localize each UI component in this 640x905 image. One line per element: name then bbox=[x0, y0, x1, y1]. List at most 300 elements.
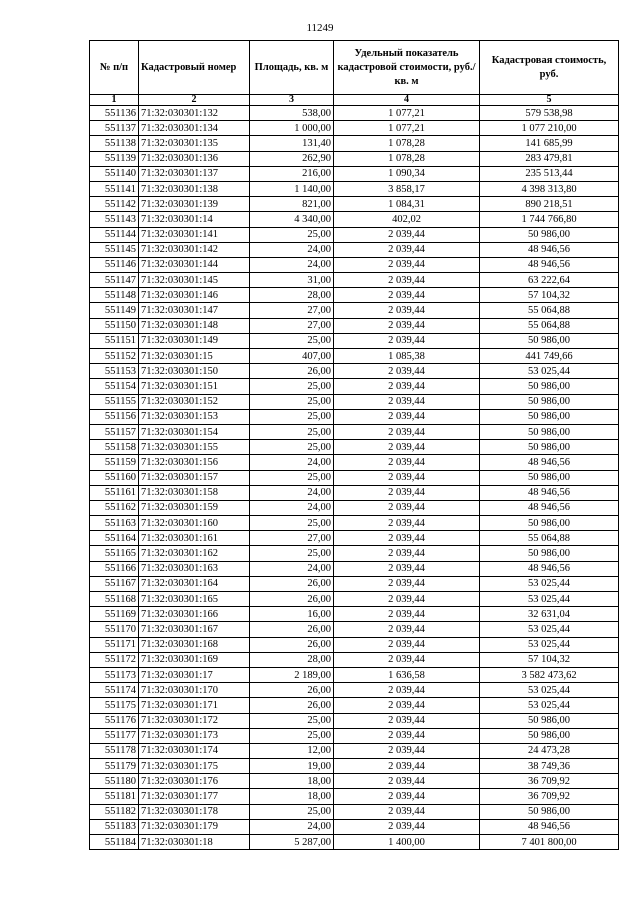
cadastral-number: 71:32:030301:171 bbox=[139, 698, 250, 713]
header-cadastral-number: Кадастровый номер bbox=[139, 41, 250, 95]
cadastral-cost: 24 473,28 bbox=[480, 743, 619, 758]
row-number: 551166 bbox=[90, 561, 139, 576]
cadastral-number: 71:32:030301:17 bbox=[139, 667, 250, 682]
row-number: 551140 bbox=[90, 166, 139, 181]
area-value: 25,00 bbox=[250, 728, 334, 743]
row-number: 551180 bbox=[90, 774, 139, 789]
specific-value: 2 039,44 bbox=[334, 424, 480, 439]
cadastral-cost: 36 709,92 bbox=[480, 789, 619, 804]
specific-value: 2 039,44 bbox=[334, 652, 480, 667]
specific-value: 2 039,44 bbox=[334, 379, 480, 394]
area-value: 25,00 bbox=[250, 804, 334, 819]
area-value: 26,00 bbox=[250, 364, 334, 379]
specific-value: 2 039,44 bbox=[334, 607, 480, 622]
area-value: 24,00 bbox=[250, 561, 334, 576]
cadastral-number: 71:32:030301:164 bbox=[139, 576, 250, 591]
table-row bbox=[90, 576, 619, 591]
cadastral-cost: 141 685,99 bbox=[480, 136, 619, 151]
column-number: 4 bbox=[334, 95, 480, 106]
specific-value: 2 039,44 bbox=[334, 759, 480, 774]
row-number: 551150 bbox=[90, 318, 139, 333]
row-number: 551176 bbox=[90, 713, 139, 728]
area-value: 25,00 bbox=[250, 424, 334, 439]
specific-value: 2 039,44 bbox=[334, 409, 480, 424]
specific-value: 1 077,21 bbox=[334, 121, 480, 136]
cadastral-number: 71:32:030301:170 bbox=[139, 683, 250, 698]
specific-value: 2 039,44 bbox=[334, 531, 480, 546]
table-row bbox=[90, 774, 619, 789]
cadastral-number: 71:32:030301:158 bbox=[139, 485, 250, 500]
specific-value: 2 039,44 bbox=[334, 500, 480, 515]
specific-value: 2 039,44 bbox=[334, 592, 480, 607]
cadastral-cost: 32 631,04 bbox=[480, 607, 619, 622]
table-row bbox=[90, 546, 619, 561]
specific-value: 2 039,44 bbox=[334, 774, 480, 789]
table-row bbox=[90, 151, 619, 166]
area-value: 262,90 bbox=[250, 151, 334, 166]
area-value: 24,00 bbox=[250, 242, 334, 257]
table-row bbox=[90, 318, 619, 333]
row-number: 551175 bbox=[90, 698, 139, 713]
cadastral-cost: 48 946,56 bbox=[480, 500, 619, 515]
row-number: 551159 bbox=[90, 455, 139, 470]
table-row bbox=[90, 364, 619, 379]
row-number: 551157 bbox=[90, 424, 139, 439]
row-number: 551149 bbox=[90, 303, 139, 318]
cadastral-number: 71:32:030301:169 bbox=[139, 652, 250, 667]
area-value: 1 000,00 bbox=[250, 121, 334, 136]
specific-value: 2 039,44 bbox=[334, 440, 480, 455]
row-number: 551145 bbox=[90, 242, 139, 257]
cadastral-cost: 50 986,00 bbox=[480, 713, 619, 728]
cadastral-cost: 57 104,32 bbox=[480, 652, 619, 667]
row-number: 551178 bbox=[90, 743, 139, 758]
table-row bbox=[90, 592, 619, 607]
cadastral-number: 71:32:030301:162 bbox=[139, 546, 250, 561]
cadastral-cost: 7 401 800,00 bbox=[480, 835, 619, 850]
cadastral-cost: 48 946,56 bbox=[480, 561, 619, 576]
table-row bbox=[90, 470, 619, 485]
cadastral-cost: 53 025,44 bbox=[480, 637, 619, 652]
table-row bbox=[90, 500, 619, 515]
cadastral-number: 71:32:030301:156 bbox=[139, 455, 250, 470]
specific-value: 1 636,58 bbox=[334, 667, 480, 682]
table-row bbox=[90, 683, 619, 698]
specific-value: 1 077,21 bbox=[334, 106, 480, 121]
table-row bbox=[90, 273, 619, 288]
row-number: 551169 bbox=[90, 607, 139, 622]
area-value: 26,00 bbox=[250, 576, 334, 591]
cadastral-cost: 48 946,56 bbox=[480, 819, 619, 834]
area-value: 25,00 bbox=[250, 546, 334, 561]
cadastral-number: 71:32:030301:145 bbox=[139, 273, 250, 288]
cadastral-cost: 48 946,56 bbox=[480, 485, 619, 500]
table-row bbox=[90, 333, 619, 348]
row-number: 551148 bbox=[90, 288, 139, 303]
area-value: 25,00 bbox=[250, 713, 334, 728]
cadastral-number: 71:32:030301:167 bbox=[139, 622, 250, 637]
cadastral-cost: 50 986,00 bbox=[480, 728, 619, 743]
cadastral-number: 71:32:030301:136 bbox=[139, 151, 250, 166]
table-row bbox=[90, 257, 619, 272]
column-number: 1 bbox=[90, 95, 139, 106]
area-value: 26,00 bbox=[250, 622, 334, 637]
table-row bbox=[90, 440, 619, 455]
cadastral-number: 71:32:030301:18 bbox=[139, 835, 250, 850]
specific-value: 402,02 bbox=[334, 212, 480, 227]
specific-value: 2 039,44 bbox=[334, 683, 480, 698]
cadastral-cost: 53 025,44 bbox=[480, 364, 619, 379]
table-row bbox=[90, 409, 619, 424]
area-value: 216,00 bbox=[250, 166, 334, 181]
area-value: 25,00 bbox=[250, 440, 334, 455]
specific-value: 2 039,44 bbox=[334, 257, 480, 272]
cadastral-number: 71:32:030301:15 bbox=[139, 349, 250, 364]
area-value: 25,00 bbox=[250, 333, 334, 348]
table-row bbox=[90, 197, 619, 212]
area-value: 27,00 bbox=[250, 303, 334, 318]
area-value: 4 340,00 bbox=[250, 212, 334, 227]
cadastral-number: 71:32:030301:139 bbox=[139, 197, 250, 212]
table-row bbox=[90, 835, 619, 850]
cadastral-number: 71:32:030301:160 bbox=[139, 516, 250, 531]
cadastral-number: 71:32:030301:138 bbox=[139, 181, 250, 196]
table-row bbox=[90, 242, 619, 257]
row-number: 551165 bbox=[90, 546, 139, 561]
table-row bbox=[90, 652, 619, 667]
table-row bbox=[90, 743, 619, 758]
cadastral-number: 71:32:030301:132 bbox=[139, 106, 250, 121]
table-body bbox=[90, 106, 619, 850]
row-number: 551177 bbox=[90, 728, 139, 743]
specific-value: 1 084,31 bbox=[334, 197, 480, 212]
row-number: 551141 bbox=[90, 181, 139, 196]
table-row bbox=[90, 667, 619, 682]
table-row bbox=[90, 303, 619, 318]
cadastral-number: 71:32:030301:161 bbox=[139, 531, 250, 546]
area-value: 31,00 bbox=[250, 273, 334, 288]
cadastral-cost: 50 986,00 bbox=[480, 440, 619, 455]
area-value: 24,00 bbox=[250, 500, 334, 515]
column-number: 2 bbox=[139, 95, 250, 106]
table-row bbox=[90, 698, 619, 713]
specific-value: 2 039,44 bbox=[334, 561, 480, 576]
area-value: 407,00 bbox=[250, 349, 334, 364]
table-row bbox=[90, 166, 619, 181]
area-value: 131,40 bbox=[250, 136, 334, 151]
cadastral-cost: 53 025,44 bbox=[480, 592, 619, 607]
table-row bbox=[90, 622, 619, 637]
cadastral-cost: 50 986,00 bbox=[480, 546, 619, 561]
cadastral-cost: 48 946,56 bbox=[480, 257, 619, 272]
specific-value: 2 039,44 bbox=[334, 227, 480, 242]
area-value: 24,00 bbox=[250, 455, 334, 470]
cadastral-number: 71:32:030301:165 bbox=[139, 592, 250, 607]
row-number: 551138 bbox=[90, 136, 139, 151]
cadastral-cost: 1 077 210,00 bbox=[480, 121, 619, 136]
row-number: 551182 bbox=[90, 804, 139, 819]
cadastral-cost: 55 064,88 bbox=[480, 303, 619, 318]
row-number: 551161 bbox=[90, 485, 139, 500]
table-row bbox=[90, 804, 619, 819]
table-row bbox=[90, 227, 619, 242]
cadastral-cost: 50 986,00 bbox=[480, 516, 619, 531]
cadastral-number: 71:32:030301:166 bbox=[139, 607, 250, 622]
area-value: 26,00 bbox=[250, 637, 334, 652]
cadastral-cost: 38 749,36 bbox=[480, 759, 619, 774]
specific-value: 1 090,34 bbox=[334, 166, 480, 181]
area-value: 28,00 bbox=[250, 288, 334, 303]
area-value: 16,00 bbox=[250, 607, 334, 622]
area-value: 18,00 bbox=[250, 789, 334, 804]
row-number: 551144 bbox=[90, 227, 139, 242]
area-value: 26,00 bbox=[250, 698, 334, 713]
specific-value: 2 039,44 bbox=[334, 804, 480, 819]
specific-value: 2 039,44 bbox=[334, 485, 480, 500]
cadastral-cost: 3 582 473,62 bbox=[480, 667, 619, 682]
table-row bbox=[90, 349, 619, 364]
specific-value: 3 858,17 bbox=[334, 181, 480, 196]
area-value: 26,00 bbox=[250, 592, 334, 607]
cadastral-cost: 53 025,44 bbox=[480, 622, 619, 637]
cadastral-number: 71:32:030301:173 bbox=[139, 728, 250, 743]
cadastral-number: 71:32:030301:135 bbox=[139, 136, 250, 151]
table-row bbox=[90, 288, 619, 303]
area-value: 5 287,00 bbox=[250, 835, 334, 850]
row-number: 551156 bbox=[90, 409, 139, 424]
cadastral-number: 71:32:030301:157 bbox=[139, 470, 250, 485]
cadastral-cost: 50 986,00 bbox=[480, 227, 619, 242]
area-value: 19,00 bbox=[250, 759, 334, 774]
cadastral-number: 71:32:030301:149 bbox=[139, 333, 250, 348]
row-number: 551139 bbox=[90, 151, 139, 166]
table-row bbox=[90, 136, 619, 151]
area-value: 25,00 bbox=[250, 394, 334, 409]
table-row bbox=[90, 713, 619, 728]
cadastral-number: 71:32:030301:14 bbox=[139, 212, 250, 227]
table-row bbox=[90, 759, 619, 774]
specific-value: 2 039,44 bbox=[334, 288, 480, 303]
cadastral-cost: 283 479,81 bbox=[480, 151, 619, 166]
specific-value: 2 039,44 bbox=[334, 728, 480, 743]
area-value: 25,00 bbox=[250, 470, 334, 485]
area-value: 821,00 bbox=[250, 197, 334, 212]
column-number: 5 bbox=[480, 95, 619, 106]
specific-value: 1 078,28 bbox=[334, 136, 480, 151]
specific-value: 2 039,44 bbox=[334, 333, 480, 348]
cadastral-number: 71:32:030301:159 bbox=[139, 500, 250, 515]
specific-value: 2 039,44 bbox=[334, 364, 480, 379]
area-value: 26,00 bbox=[250, 683, 334, 698]
row-number: 551143 bbox=[90, 212, 139, 227]
area-value: 25,00 bbox=[250, 227, 334, 242]
row-number: 551164 bbox=[90, 531, 139, 546]
row-number: 551172 bbox=[90, 652, 139, 667]
row-number: 551171 bbox=[90, 637, 139, 652]
cadastral-number: 71:32:030301:175 bbox=[139, 759, 250, 774]
specific-value: 2 039,44 bbox=[334, 318, 480, 333]
column-number: 3 bbox=[250, 95, 334, 106]
row-number: 551158 bbox=[90, 440, 139, 455]
cadastral-cost: 48 946,56 bbox=[480, 242, 619, 257]
cadastral-cost: 63 222,64 bbox=[480, 273, 619, 288]
row-number: 551160 bbox=[90, 470, 139, 485]
row-number: 551168 bbox=[90, 592, 139, 607]
specific-value: 2 039,44 bbox=[334, 303, 480, 318]
specific-value: 2 039,44 bbox=[334, 470, 480, 485]
table-row bbox=[90, 181, 619, 196]
cadastral-cost: 53 025,44 bbox=[480, 576, 619, 591]
specific-value: 2 039,44 bbox=[334, 576, 480, 591]
cadastral-cost: 441 749,66 bbox=[480, 349, 619, 364]
table-row bbox=[90, 728, 619, 743]
cadastral-number: 71:32:030301:151 bbox=[139, 379, 250, 394]
page-number: 11249 bbox=[306, 22, 334, 34]
cadastral-number: 71:32:030301:148 bbox=[139, 318, 250, 333]
cadastral-cost: 53 025,44 bbox=[480, 698, 619, 713]
cadastral-cost: 57 104,32 bbox=[480, 288, 619, 303]
cadastral-number: 71:32:030301:163 bbox=[139, 561, 250, 576]
cadastral-cost: 579 538,98 bbox=[480, 106, 619, 121]
cadastral-number: 71:32:030301:152 bbox=[139, 394, 250, 409]
cadastral-cost: 50 986,00 bbox=[480, 379, 619, 394]
row-number: 551152 bbox=[90, 349, 139, 364]
cadastral-number: 71:32:030301:168 bbox=[139, 637, 250, 652]
table-header-row bbox=[90, 41, 619, 95]
cadastral-value-table bbox=[89, 40, 619, 850]
row-number: 551170 bbox=[90, 622, 139, 637]
table-row bbox=[90, 394, 619, 409]
row-number: 551167 bbox=[90, 576, 139, 591]
table-row bbox=[90, 106, 619, 121]
row-number: 551137 bbox=[90, 121, 139, 136]
header-cadastral-cost: Кадастровая стоимость, руб. bbox=[480, 41, 619, 95]
area-value: 25,00 bbox=[250, 516, 334, 531]
table-row bbox=[90, 485, 619, 500]
cadastral-cost: 1 744 766,80 bbox=[480, 212, 619, 227]
header-area: Площадь, кв. м bbox=[250, 41, 334, 95]
specific-value: 2 039,44 bbox=[334, 743, 480, 758]
row-number: 551146 bbox=[90, 257, 139, 272]
table-row bbox=[90, 561, 619, 576]
cadastral-number: 71:32:030301:141 bbox=[139, 227, 250, 242]
area-value: 1 140,00 bbox=[250, 181, 334, 196]
area-value: 28,00 bbox=[250, 652, 334, 667]
cadastral-cost: 890 218,51 bbox=[480, 197, 619, 212]
area-value: 12,00 bbox=[250, 743, 334, 758]
specific-value: 2 039,44 bbox=[334, 394, 480, 409]
row-number: 551147 bbox=[90, 273, 139, 288]
cadastral-cost: 53 025,44 bbox=[480, 683, 619, 698]
column-number-row bbox=[90, 95, 619, 106]
row-number: 551173 bbox=[90, 667, 139, 682]
cadastral-cost: 50 986,00 bbox=[480, 470, 619, 485]
cadastral-number: 71:32:030301:155 bbox=[139, 440, 250, 455]
cadastral-cost: 50 986,00 bbox=[480, 394, 619, 409]
row-number: 551183 bbox=[90, 819, 139, 834]
cadastral-cost: 48 946,56 bbox=[480, 455, 619, 470]
cadastral-number: 71:32:030301:150 bbox=[139, 364, 250, 379]
row-number: 551163 bbox=[90, 516, 139, 531]
area-value: 2 189,00 bbox=[250, 667, 334, 682]
specific-value: 1 085,38 bbox=[334, 349, 480, 364]
row-number: 551136 bbox=[90, 106, 139, 121]
area-value: 27,00 bbox=[250, 318, 334, 333]
row-number: 551162 bbox=[90, 500, 139, 515]
cadastral-number: 71:32:030301:153 bbox=[139, 409, 250, 424]
row-number: 551142 bbox=[90, 197, 139, 212]
table-row bbox=[90, 455, 619, 470]
specific-value: 2 039,44 bbox=[334, 789, 480, 804]
cadastral-number: 71:32:030301:172 bbox=[139, 713, 250, 728]
specific-value: 1 400,00 bbox=[334, 835, 480, 850]
cadastral-cost: 50 986,00 bbox=[480, 333, 619, 348]
table-row bbox=[90, 531, 619, 546]
specific-value: 2 039,44 bbox=[334, 516, 480, 531]
specific-value: 2 039,44 bbox=[334, 455, 480, 470]
specific-value: 2 039,44 bbox=[334, 698, 480, 713]
table-row bbox=[90, 379, 619, 394]
cadastral-number: 71:32:030301:176 bbox=[139, 774, 250, 789]
row-number: 551155 bbox=[90, 394, 139, 409]
table-row bbox=[90, 516, 619, 531]
cadastral-number: 71:32:030301:146 bbox=[139, 288, 250, 303]
table-row bbox=[90, 607, 619, 622]
cadastral-number: 71:32:030301:179 bbox=[139, 819, 250, 834]
cadastral-cost: 55 064,88 bbox=[480, 318, 619, 333]
specific-value: 2 039,44 bbox=[334, 713, 480, 728]
cadastral-number: 71:32:030301:142 bbox=[139, 242, 250, 257]
row-number: 551151 bbox=[90, 333, 139, 348]
specific-value: 2 039,44 bbox=[334, 622, 480, 637]
specific-value: 2 039,44 bbox=[334, 819, 480, 834]
cadastral-cost: 235 513,44 bbox=[480, 166, 619, 181]
area-value: 24,00 bbox=[250, 819, 334, 834]
cadastral-number: 71:32:030301:177 bbox=[139, 789, 250, 804]
row-number: 551154 bbox=[90, 379, 139, 394]
specific-value: 2 039,44 bbox=[334, 273, 480, 288]
header-num: № п/п bbox=[90, 41, 139, 95]
area-value: 25,00 bbox=[250, 409, 334, 424]
row-number: 551153 bbox=[90, 364, 139, 379]
cadastral-number: 71:32:030301:147 bbox=[139, 303, 250, 318]
area-value: 18,00 bbox=[250, 774, 334, 789]
table-row bbox=[90, 212, 619, 227]
area-value: 27,00 bbox=[250, 531, 334, 546]
row-number: 551174 bbox=[90, 683, 139, 698]
cadastral-cost: 4 398 313,80 bbox=[480, 181, 619, 196]
table-row bbox=[90, 121, 619, 136]
header-specific-value: Удельный показатель кадастровой стоимости, руб./кв. м bbox=[334, 41, 480, 95]
cadastral-cost: 50 986,00 bbox=[480, 424, 619, 439]
cadastral-number: 71:32:030301:134 bbox=[139, 121, 250, 136]
row-number: 551181 bbox=[90, 789, 139, 804]
cadastral-number: 71:32:030301:174 bbox=[139, 743, 250, 758]
table-row bbox=[90, 424, 619, 439]
cadastral-cost: 36 709,92 bbox=[480, 774, 619, 789]
row-number: 551184 bbox=[90, 835, 139, 850]
cadastral-cost: 55 064,88 bbox=[480, 531, 619, 546]
row-number: 551179 bbox=[90, 759, 139, 774]
specific-value: 2 039,44 bbox=[334, 546, 480, 561]
table-row bbox=[90, 819, 619, 834]
table-row bbox=[90, 789, 619, 804]
table-row bbox=[90, 637, 619, 652]
cadastral-number: 71:32:030301:154 bbox=[139, 424, 250, 439]
cadastral-cost: 50 986,00 bbox=[480, 409, 619, 424]
area-value: 25,00 bbox=[250, 379, 334, 394]
specific-value: 2 039,44 bbox=[334, 242, 480, 257]
